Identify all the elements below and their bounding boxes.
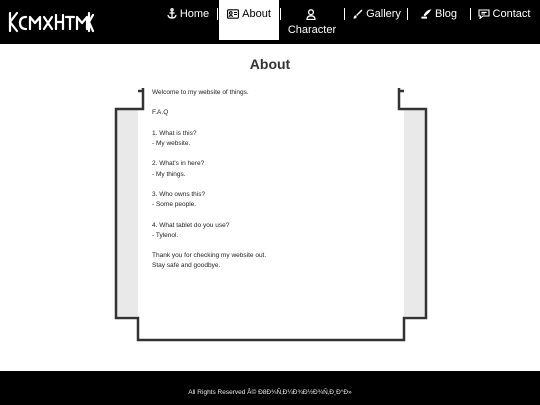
nav-gallery[interactable] [349, 0, 405, 40]
copyright-text: All Rights Reserved Â© Ð8Ð¾Ñ‚Ð¼Ð¾Ð½Ð¾Ñ‚Ð¸Ð°Ð» [188, 389, 352, 396]
nav-separator [344, 8, 345, 20]
text-line [152, 210, 392, 220]
nav-contact-label: Contact [492, 8, 531, 20]
nav-gallery-label: Gallery [366, 8, 401, 20]
closing-text: Stay safe and goodbye. [152, 262, 221, 270]
nav-separator [217, 8, 218, 20]
nav-about[interactable] [219, 0, 279, 40]
nav-character-label: Character [287, 24, 337, 36]
nav-separator [407, 8, 408, 20]
about-content [152, 88, 392, 272]
text-line: Welcome to my website of things. [152, 89, 249, 96]
text-line [152, 119, 392, 129]
text-line [152, 241, 392, 251]
quill-icon [421, 9, 432, 19]
person-icon [306, 9, 316, 20]
faq-question: 3. Who owns this? [152, 191, 206, 199]
faq-answer: - Some people. [152, 201, 197, 209]
chat-bubble-icon [478, 9, 490, 19]
faq-question: 2. What's in here? [152, 160, 205, 168]
brush-icon [353, 9, 363, 19]
site-logo[interactable] [8, 9, 94, 35]
faq-answer: - My website. [152, 140, 191, 148]
text-line [152, 98, 392, 108]
nav-home[interactable] [160, 0, 216, 40]
text-line [152, 149, 392, 159]
closing-text: Thank you for checking my website out. [152, 252, 267, 260]
faq-answer: - Tylenol. [152, 231, 179, 239]
id-card-icon [227, 9, 239, 19]
faq-answer: - My things. [152, 170, 186, 178]
footer-bar [0, 371, 540, 405]
nav-blog[interactable] [414, 0, 464, 40]
top-navigation-bar [0, 0, 540, 44]
nav-contact[interactable] [474, 0, 534, 40]
nav-home-label: Home [179, 8, 210, 20]
nav-character[interactable] [283, 0, 341, 40]
text-line [152, 180, 392, 190]
nav-about-label: About [242, 8, 271, 20]
faq-heading: F.A.Q [152, 109, 169, 117]
nav-separator [470, 8, 471, 20]
nav-separator [280, 8, 281, 20]
faq-question: 4. What tablet do you use? [152, 221, 230, 229]
faq-question: 1. What is this? [152, 129, 197, 137]
nav-blog-label: Blog [434, 8, 458, 20]
page-title: About [249, 56, 291, 72]
anchor-icon [167, 8, 177, 19]
